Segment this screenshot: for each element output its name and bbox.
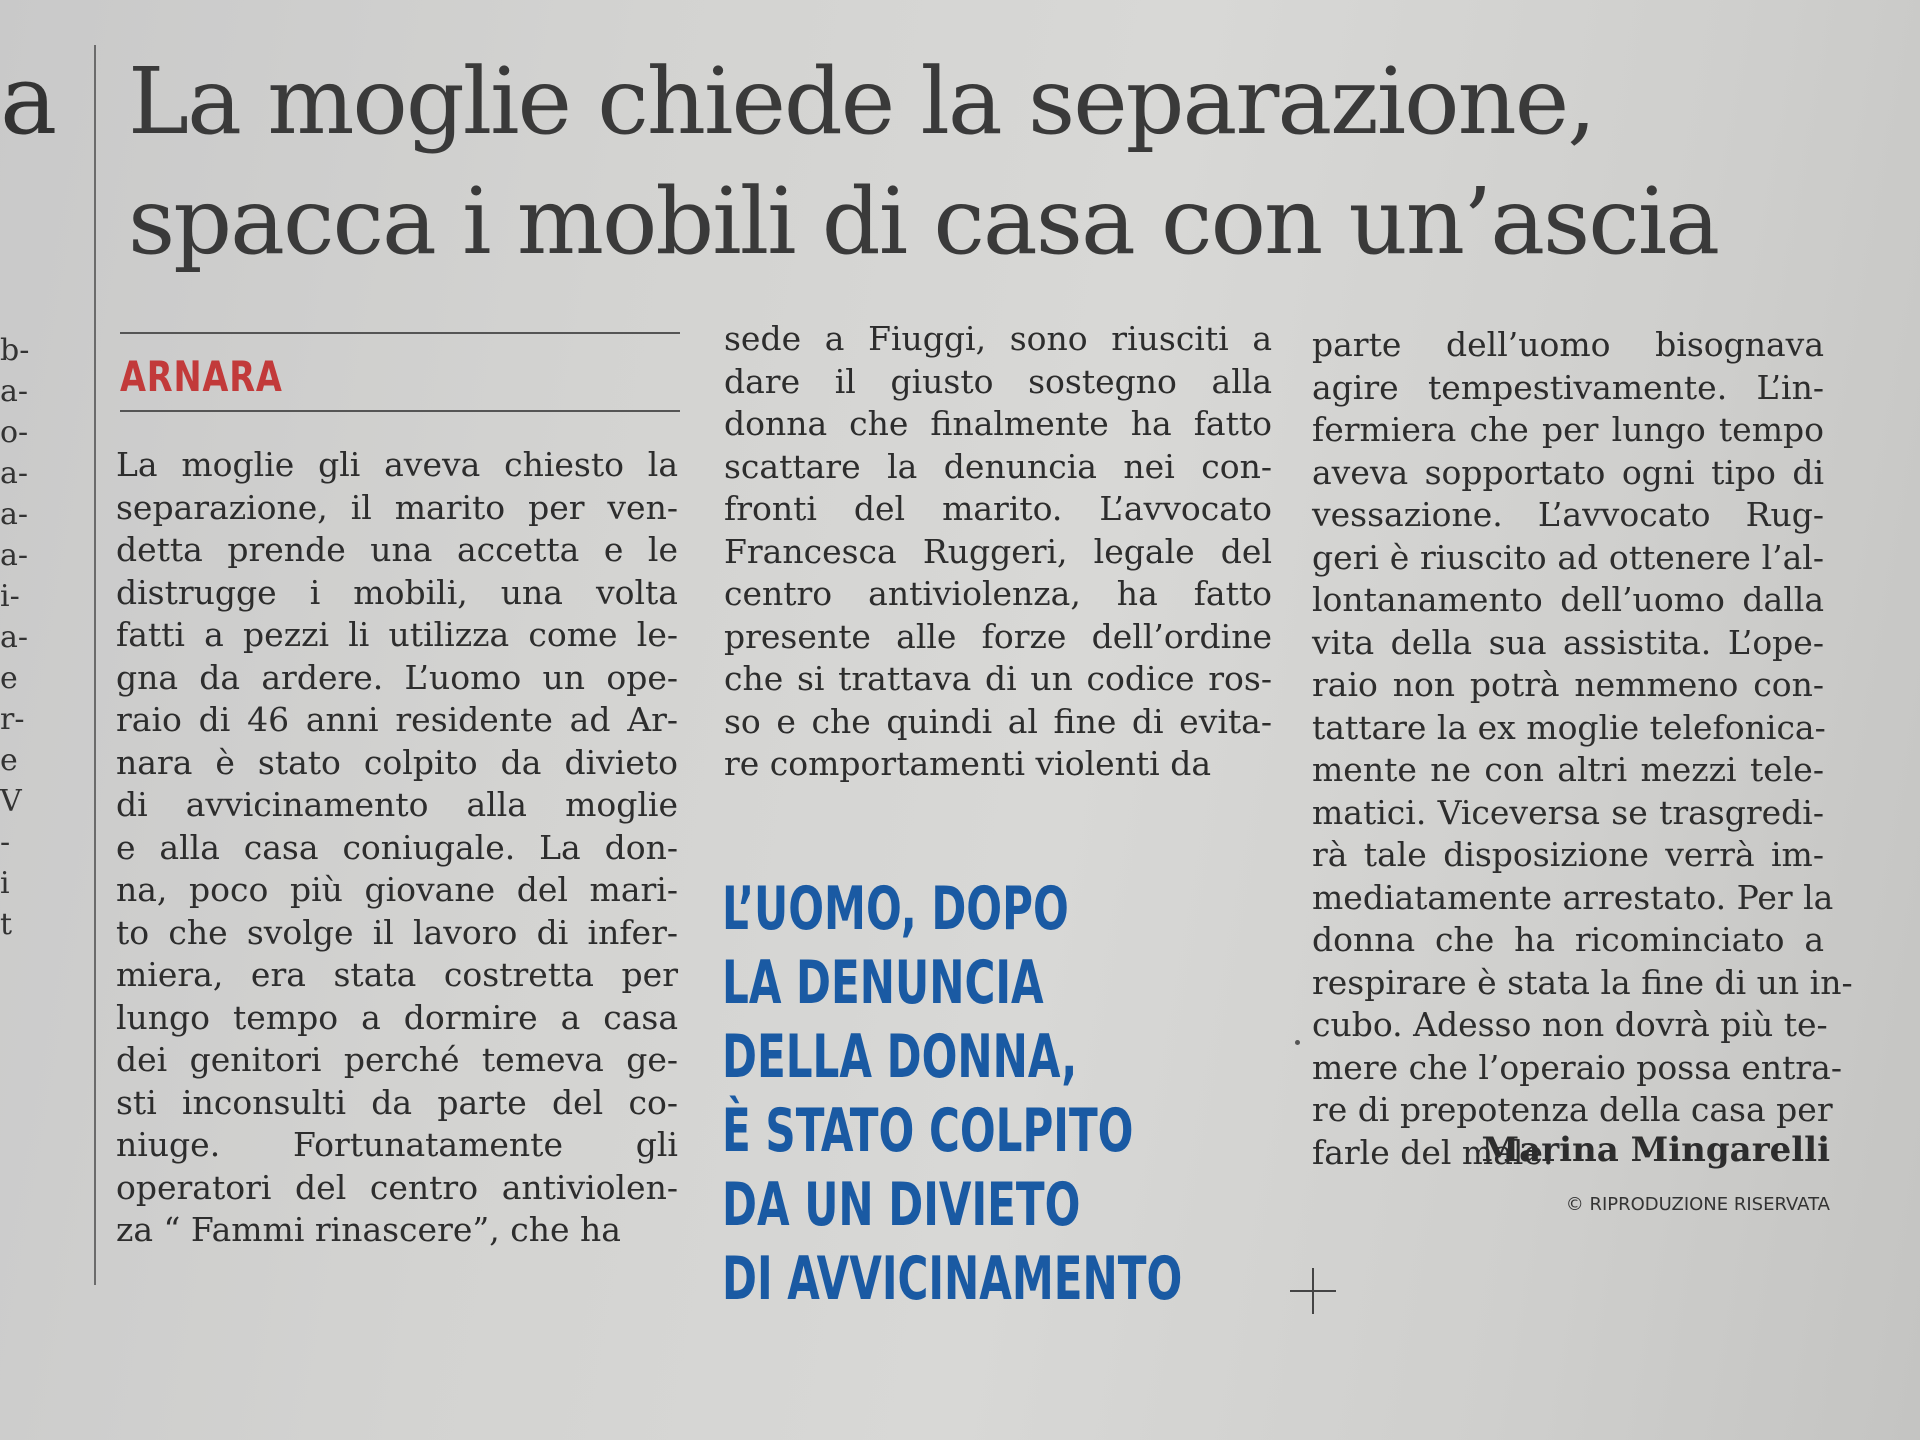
body-text-line: mere che l’operaio possa entra- — [1312, 1047, 1842, 1087]
body-text-line: donna che ha ricominciato a — [1312, 920, 1824, 959]
article-column-3 — [1312, 324, 1853, 1174]
previous-article-line-fragment: a- — [0, 538, 29, 573]
previous-article-line-fragment: o- — [0, 415, 29, 450]
body-text-line: separazione, il marito per ven- — [116, 487, 678, 527]
author-byline: Marina Mingarelli — [1481, 1130, 1830, 1170]
previous-article-line-fragment: e — [0, 661, 18, 696]
body-text-line: cubo. Adesso non dovrà più te- — [1312, 1005, 1828, 1044]
body-text-line: lungo tempo a dormire a casa — [116, 997, 678, 1037]
body-text-line: mediatamente arrestato. Per la — [1312, 877, 1834, 917]
pull-quote-line: È STATO COLPITO — [722, 1096, 1134, 1166]
body-text-line: donna che finalmente ha fatto — [724, 404, 1272, 443]
body-text-line: re di prepotenza della casa per — [1312, 1090, 1833, 1129]
body-text-line: fermiera che per lungo tempo — [1312, 410, 1824, 449]
body-text-line: centro antiviolenza, ha fatto — [724, 574, 1272, 613]
pull-quote-line: L’UOMO, DOPO — [722, 874, 1069, 944]
previous-article-line-fragment: a- — [0, 620, 29, 655]
body-text-line: di avvicinamento alla moglie — [116, 785, 678, 824]
body-text-line: vessazione. L’avvocato Rug- — [1312, 495, 1824, 534]
body-text-line: operatori del centro antiviolen- — [116, 1167, 678, 1207]
previous-article-column — [0, 330, 60, 945]
article-headline — [128, 42, 1908, 282]
body-text-line: sti inconsulti da parte del co- — [116, 1082, 678, 1122]
pull-quote-line: DELLA DONNA, — [722, 1022, 1078, 1092]
body-text-line: scattare la denuncia nei con- — [724, 446, 1272, 486]
headline-line: spacca i mobili di casa con un’ascia — [128, 168, 1719, 275]
article-column-2 — [724, 318, 1272, 786]
body-text-line: parte dell’uomo bisognava — [1312, 325, 1824, 364]
body-text-line: Francesca Ruggeri, legale del — [724, 531, 1272, 571]
body-text-line: raio di 46 anni residente ad Ar- — [116, 700, 678, 739]
body-text-line: dei genitori perché temeva ge- — [116, 1040, 678, 1079]
previous-article-line-fragment: a- — [0, 497, 29, 532]
body-text-line: distrugge i mobili, una volta — [116, 572, 678, 612]
body-text-line: na, poco più giovane del mari- — [116, 870, 678, 909]
body-text-line: tattare la ex moglie telefonica- — [1312, 707, 1826, 747]
copyright-notice: © RIPRODUZIONE RISERVATA — [1565, 1194, 1830, 1215]
body-text-line: geri è riuscito ad ottenere l’al- — [1312, 537, 1824, 577]
body-text-line: dare il giusto sostegno alla — [724, 361, 1272, 401]
body-text-line: to che svolge il lavoro di infer- — [116, 912, 678, 952]
pull-quote-line: DI AVVICINAMENTO — [722, 1244, 1183, 1314]
body-text-line: e alla casa coniugale. La don- — [116, 827, 678, 867]
column-divider — [94, 45, 96, 1285]
previous-article-line-fragment: b- — [0, 333, 30, 368]
previous-article-line-fragment: V — [0, 784, 22, 819]
body-text-line: sede a Fiuggi, sono riusciti a — [724, 319, 1272, 358]
body-text-line: gna da ardere. L’uomo un ope- — [116, 657, 678, 697]
body-text-line: nara è stato colpito da divieto — [116, 742, 678, 782]
previous-article-line-fragment: i — [0, 866, 10, 901]
body-text-line: respirare è stata la fine di un in- — [1312, 962, 1853, 1002]
headline-line: La moglie chiede la separazione, — [128, 48, 1595, 155]
body-text-line: che si trattava di un codice ros- — [724, 659, 1272, 698]
body-text-line: vita della sua assistita. L’ope- — [1312, 622, 1824, 662]
body-text-line: fronti del marito. L’avvocato — [724, 489, 1272, 528]
article-kicker: ARNARA — [120, 352, 283, 401]
body-text-line: agire tempestivamente. L’in- — [1312, 367, 1824, 407]
body-text-line: fatti a pezzi li utilizza come le- — [116, 615, 678, 654]
body-text-line: La moglie gli aveva chiesto la — [116, 445, 678, 484]
previous-article-line-fragment: t — [0, 907, 13, 942]
previous-article-line-fragment: e — [0, 743, 18, 778]
previous-article-line-fragment: a- — [0, 456, 29, 491]
body-text-line: miera, era stata costretta per — [116, 955, 678, 994]
body-text-line: raio non potrà nemmeno con- — [1312, 665, 1824, 704]
previous-article-line-fragment: i- — [0, 579, 20, 614]
registration-mark — [1290, 1268, 1336, 1314]
previous-article-line-fragment: - — [0, 825, 11, 860]
body-text-line: farle del male. — [1312, 1132, 1554, 1172]
body-text-line: re comportamenti violenti da — [724, 744, 1212, 783]
body-text-line: rà tale disposizione verrà im- — [1312, 835, 1824, 874]
kicker-top-rule — [120, 332, 680, 334]
pull-quote-line: LA DENUNCIA — [722, 948, 1044, 1018]
article-column-1 — [116, 444, 678, 1252]
pull-quote — [722, 872, 1183, 1316]
body-text-line: detta prende una accetta e le — [116, 530, 678, 569]
pull-quote-line: DA UN DIVIETO — [722, 1170, 1081, 1240]
body-text-line: matici. Viceversa se trasgredi- — [1312, 792, 1824, 832]
body-text-line: aveva sopportato ogni tipo di — [1312, 452, 1824, 492]
body-text-line: mente ne con altri mezzi tele- — [1312, 750, 1824, 789]
body-text-line: niuge. Fortunatamente gli — [116, 1125, 678, 1164]
body-text-line: presente alle forze dell’ordine — [724, 616, 1272, 656]
kicker-bottom-rule — [120, 410, 680, 412]
previous-article-headline-fragment: a — [0, 44, 58, 156]
previous-article-line-fragment: a- — [0, 374, 29, 409]
print-speck — [1295, 1040, 1300, 1045]
body-text-line: za “ Fammi rinascere”, che ha — [116, 1210, 621, 1249]
body-text-line: so e che quindi al fine di evita- — [724, 701, 1272, 741]
previous-article-line-fragment: r- — [0, 702, 25, 737]
body-text-line: lontanamento dell’uomo dalla — [1312, 580, 1824, 619]
